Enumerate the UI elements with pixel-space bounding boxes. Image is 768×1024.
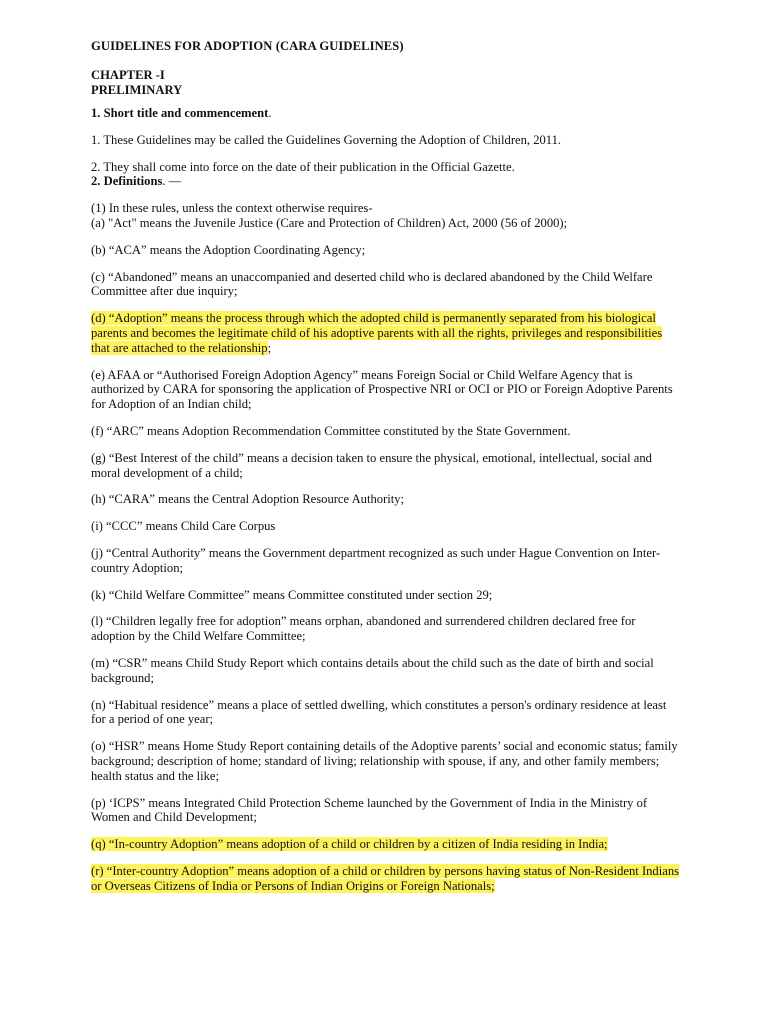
section-2-heading-suffix: . — (162, 174, 182, 189)
section-1-heading (91, 106, 681, 121)
definition-q-highlight: (q) “In-country Adoption” means adoption of a child or children by a citizen of India residing in India; (91, 837, 608, 852)
section-1-heading-suffix: . (268, 106, 272, 120)
definition-i: (i) “CCC” means Child Care Corpus (91, 519, 276, 534)
definition-p: (p) ‘ICPS” means Integrated Child Protection Scheme launched by the Government of India in the Ministry of Women and Child Development; (91, 795, 648, 825)
section-2-heading (91, 174, 681, 189)
definition-d (91, 311, 681, 355)
definition-n: (n) “Habitual residence” means a place of settled dwelling, which constitutes a person's ordinary residence at least for a period of one year; (91, 697, 667, 727)
section-1-para-2: 2. They shall come into force on the date of their publication in the Official Gazette. (91, 159, 515, 174)
definition-l: (l) “Children legally free for adoption” means orphan, abandoned and surrendered children declared free for adoption by the Child Welfare Committee; (91, 614, 636, 644)
section-2-heading-text: 2. Definitions (91, 174, 163, 189)
definition-f: (f) “ARC” means Adoption Recommendation Committee constituted by the State Government. (91, 423, 571, 438)
document-body (91, 106, 681, 905)
definition-o: (o) “HSR” means Home Study Report containing details of the Adoptive parents’ social and economic status; family background; description of home; standard of living; relationship with spouse, if any, and other family members; health status and the like; (91, 739, 678, 783)
section-1-para-1: 1. These Guidelines may be called the Guidelines Governing the Adoption of Children, 2011. (91, 132, 562, 147)
definition-b: (b) “ACA” means the Adoption Coordinating Agency; (91, 242, 366, 257)
definition-d-highlight: (d) “Adoption” means the process through which the adopted child is permanently separated from his biological parents and becomes the legitimate child of his adoptive parents with all the rights, privileges and responsibilities that are attached to the relationship (91, 311, 663, 355)
definition-c: (c) “Abandoned” means an unaccompanied and deserted child who is declared abandoned by the Child Welfare Committee after due inquiry; (91, 269, 653, 299)
definitions-intro: (1) In these rules, unless the context otherwise requires- (91, 201, 373, 216)
document-title: GUIDELINES FOR ADOPTION (CARA GUIDELINES) (91, 39, 404, 53)
definition-d-suffix: ; (267, 340, 272, 355)
definition-g: (g) “Best Interest of the child” means a decision taken to ensure the physical, emotional, intellectual, social and moral development of a child; (91, 450, 652, 480)
chapter-number: CHAPTER -I (91, 68, 165, 82)
definition-r-highlight: (r) “Inter-country Adoption” means adoption of a child or children by persons having status of Non-Resident Indians or Overseas Citizens of India or Persons of Indian Origins or Foreign Nationals; (91, 863, 680, 893)
definition-j: (j) “Central Authority” means the Government department recognized as such under Hague Convention on Inter-country Adoption; (91, 545, 661, 575)
section-1-heading-text: 1. Short title and commencement (91, 106, 269, 120)
definition-a: (a) "Act" means the Juvenile Justice (Care and Protection of Children) Act, 2000 (56 of 2000); (91, 215, 568, 230)
definition-r (91, 864, 681, 894)
definition-e: (e) AFAA or “Authorised Foreign Adoption Agency” means Foreign Social or Child Welfare Agency that is authorized by CARA for sponsoring the application of Prospective NRI or OCI or PIO or Foreign Adoptive Parents for Adoption of an Indian child; (91, 367, 673, 412)
definition-m: (m) “CSR” means Child Study Report which contains details about the child such as the date of birth and social background; (91, 655, 654, 685)
definition-q (91, 837, 681, 852)
definition-k: (k) “Child Welfare Committee” means Committee constituted under section 29; (91, 587, 493, 602)
chapter-heading (91, 68, 182, 98)
definition-h: (h) “CARA” means the Central Adoption Resource Authority; (91, 492, 405, 507)
chapter-subtitle: PRELIMINARY (91, 82, 183, 97)
